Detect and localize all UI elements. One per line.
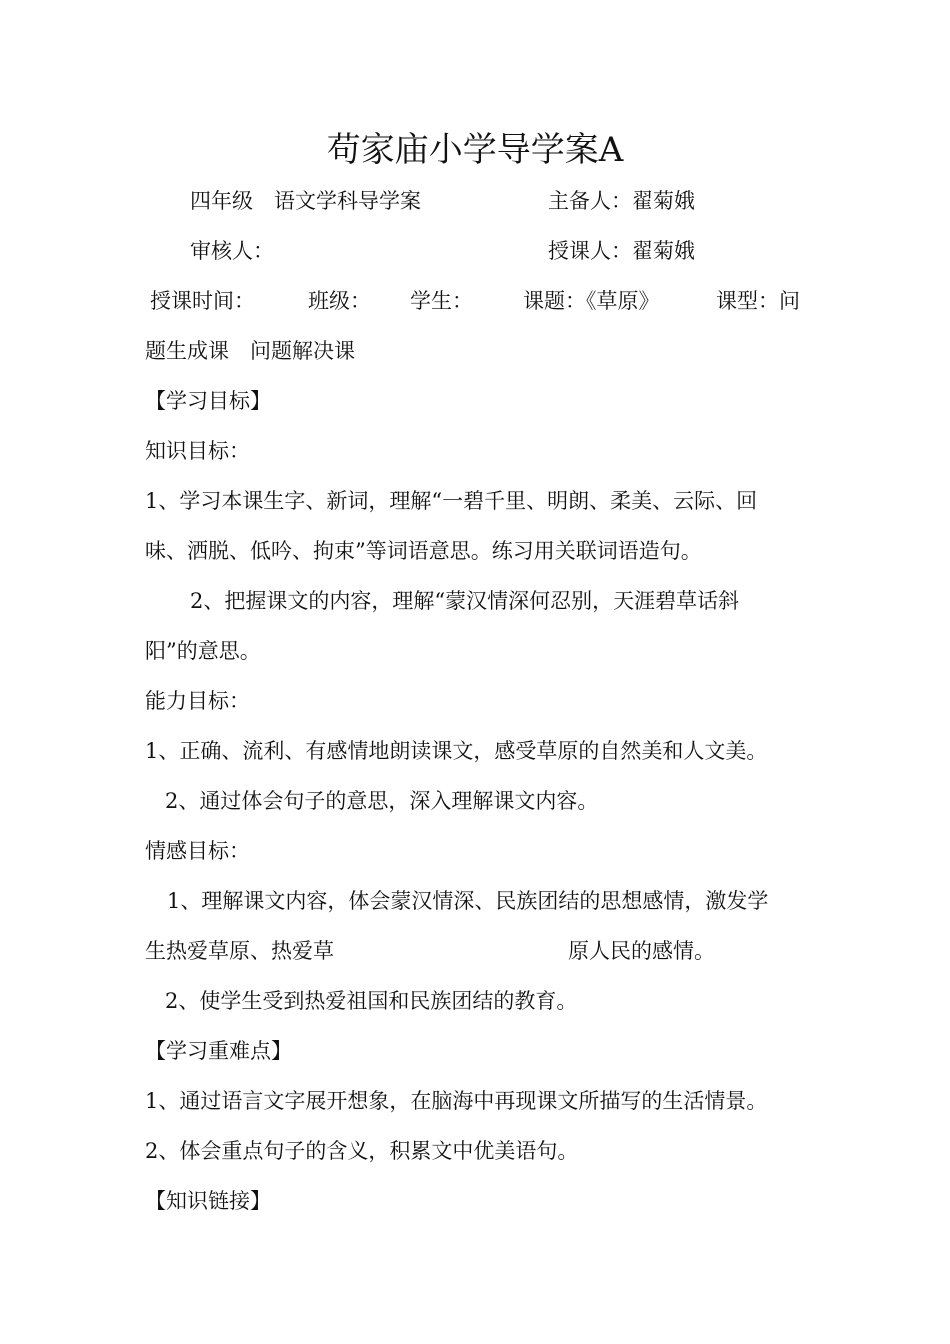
key-point-2: 2、体会重点句子的含义，积累文中优美语句。 (145, 1139, 579, 1163)
lesson-topic: 课题：《草原》 (523, 289, 660, 313)
knowledge-item-2: 2、把握课文的内容，理解“蒙汉情深何忍别，天涯碧草话斜 (190, 589, 740, 613)
reviewer: 审核人： (190, 239, 274, 263)
ability-heading: 能力目标： (145, 689, 250, 713)
knowledge-link-heading: 【知识链接】 (145, 1189, 271, 1213)
ability-item-2: 2、通过体会句子的意思，深入理解课文内容。 (165, 789, 599, 813)
goals-heading: 【学习目标】 (145, 389, 271, 413)
lesson-type: 课型：问 (716, 289, 800, 313)
teacher: 授课人：翟菊娥 (548, 239, 695, 263)
grade-subject: 四年级 语文学科导学案 (190, 189, 421, 213)
key-points-heading: 【学习重难点】 (145, 1039, 292, 1063)
knowledge-item-1: 1、学习本课生字、新词，理解“一碧千里、明朗、柔美、云际、回 (145, 489, 758, 513)
lesson-time: 授课时间： (150, 289, 255, 313)
key-point-1: 1、通过语言文字展开想象，在脑海中再现课文所描写的生活情景。 (145, 1089, 768, 1113)
class-field: 班级： (308, 289, 371, 313)
knowledge-item-2-continued: 阳”的意思。 (145, 639, 261, 663)
knowledge-item-1-continued: 味、洒脱、低吟、拘束”等词语意思。练习用关联词语造句。 (145, 539, 702, 563)
preparer: 主备人：翟菊娥 (548, 189, 695, 213)
emotion-item-1: 1、理解课文内容，体会蒙汉情深、民族团结的思想感情，激发学 (167, 889, 769, 913)
emotion-item-1-continued-a: 生热爱草原、热爱草 (145, 939, 334, 963)
student-field: 学生： (410, 289, 473, 313)
knowledge-heading: 知识目标： (145, 439, 250, 463)
ability-item-1: 1、正确、流利、有感情地朗读课文，感受草原的自然美和人文美。 (145, 739, 768, 763)
lesson-type-continued: 题生成课 问题解决课 (145, 339, 355, 363)
emotion-item-2: 2、使学生受到热爱祖国和民族团结的教育。 (165, 989, 578, 1013)
document-title: 苟家庙小学导学案A (326, 130, 624, 170)
emotion-heading: 情感目标： (145, 839, 250, 863)
emotion-item-1-continued-b: 原人民的感情。 (568, 939, 715, 963)
